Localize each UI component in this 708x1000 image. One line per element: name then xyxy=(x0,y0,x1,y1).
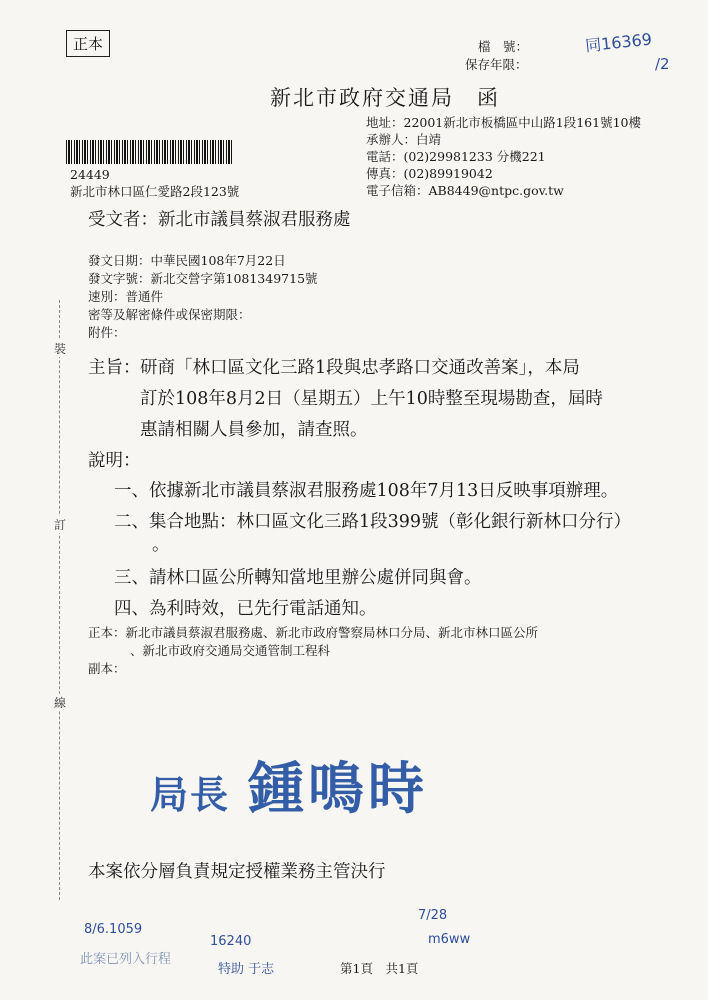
barcode xyxy=(66,140,234,164)
binding-mark: 訂 xyxy=(54,518,67,532)
handwritten-note: 此案已列入行程 xyxy=(80,952,172,967)
secrecy-level: 密等及解密條件或保密期限： xyxy=(88,307,251,322)
sender-address: 地址：22001新北市板橋區中山路1段161號10樓 xyxy=(366,115,641,130)
subject-line: 研商「林口區文化三路1段與忠孝路口交通改善案」，本局 xyxy=(140,358,580,378)
explanation-item: 三、請林口區公所轉知當地里辦公處併同與會。 xyxy=(114,568,482,588)
authorization-note: 本案依分層負責規定授權業務主管決行 xyxy=(88,862,386,882)
retention-label: 保存年限： xyxy=(465,57,528,72)
explanation-item-continuation: 。 xyxy=(152,535,170,555)
file-no-label: 檔 號： xyxy=(478,39,529,54)
explanation-item: 四、為利時效，已先行電話通知。 xyxy=(114,599,377,619)
binding-line xyxy=(59,300,60,900)
handwritten-note: 16240 xyxy=(210,934,252,949)
explanation-item: 二、集合地點：林口區文化三路1段399號（彰化銀行新林口分行） xyxy=(114,512,632,532)
subject-line: 訂於108年8月2日（星期五）上午10時整至現場勘查，屆時 xyxy=(140,389,603,409)
contact-person: 承辦人：白靖 xyxy=(366,132,442,147)
binding-mark: 線 xyxy=(54,696,67,710)
issue-number: 發文字號：新北交營字第1081349715號 xyxy=(88,271,318,286)
handwritten-note: 7/28 xyxy=(418,908,448,923)
binding-mark: 裝 xyxy=(54,342,67,356)
subject-label: 主旨： xyxy=(88,358,141,378)
handwritten-note: 8/6.1059 xyxy=(84,922,143,937)
phone: 電話：(02)29981233 分機221 xyxy=(366,149,546,164)
subject-line: 惠請相關人員參加，請查照。 xyxy=(140,420,368,440)
email: 電子信箱：AB8449@ntpc.gov.tw xyxy=(366,183,564,198)
issue-date: 發文日期：中華民國108年7月22日 xyxy=(88,253,286,268)
explanation-label: 說明： xyxy=(88,451,141,471)
recipient: 受文者：新北市議員蔡淑君服務處 xyxy=(88,210,351,230)
copy-mark: 正本 xyxy=(66,30,110,57)
original-recipients: 正本：新北市議員蔡淑君服務處、新北市政府警察局林口分局、新北市林口區公所 xyxy=(88,625,539,640)
copy-recipients: 副本： xyxy=(88,661,126,676)
postal-code: 24449 xyxy=(70,167,110,182)
recipient-address: 新北市林口區仁愛路2段123號 xyxy=(70,184,240,199)
director-signature-seal: 局長 鍾鳴時 xyxy=(150,756,429,822)
document-title: 新北市政府交通局 函 xyxy=(270,86,500,110)
attachment: 附件： xyxy=(88,325,126,340)
delivery-type: 速別：普通件 xyxy=(88,289,164,304)
handwritten-file-no: 同16369 xyxy=(584,29,653,56)
handwritten-note: 特助 于志 xyxy=(218,962,275,977)
explanation-item: 一、依據新北市議員蔡淑君服務處108年7月13日反映事項辦理。 xyxy=(114,481,619,501)
handwritten-fraction: /2 xyxy=(655,55,670,73)
fax: 傳真：(02)89919042 xyxy=(366,166,493,181)
handwritten-note: m6ww xyxy=(428,932,471,947)
original-recipients-continued: 、新北市政府交通局交通管制工程科 xyxy=(130,643,331,658)
page-number: 第1頁 共1頁 xyxy=(340,961,419,976)
